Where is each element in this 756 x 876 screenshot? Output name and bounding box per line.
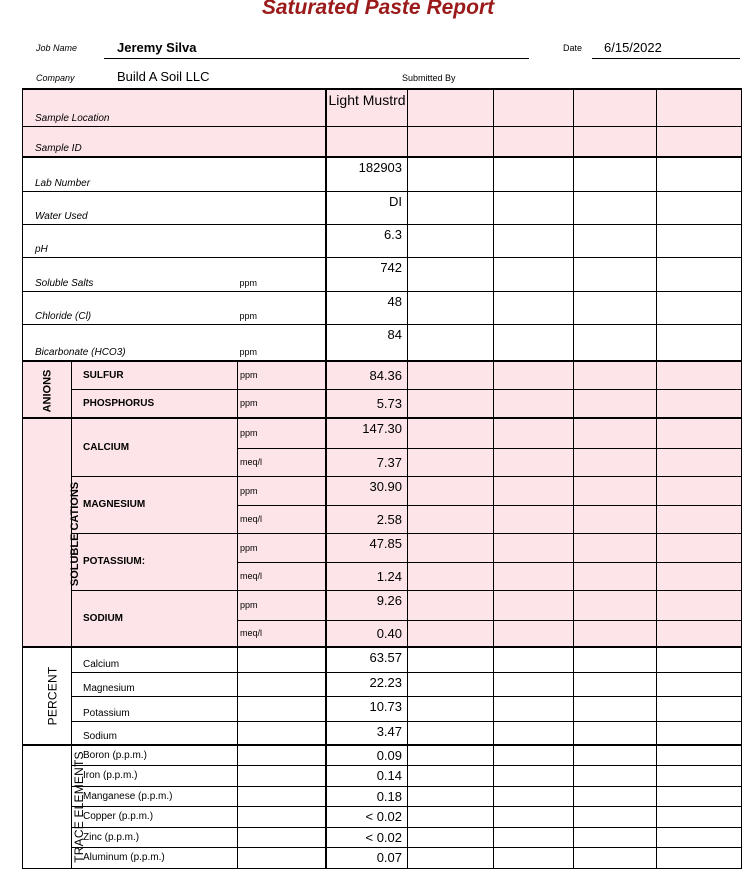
cations-section-label: SOLUBLE CATIONS — [23, 418, 72, 647]
report-title: Saturated Paste Report — [261, 0, 495, 19]
trace-iron-label: Iron (p.p.m.) — [72, 765, 238, 786]
trace-boron-value: 0.09 — [326, 745, 408, 765]
sulfur-value: 84.36 — [326, 361, 408, 389]
calcium-ppm-value: 147.30 — [326, 418, 408, 448]
company-value: Build A Soil LLC — [117, 69, 210, 84]
row-water-used — [23, 191, 742, 224]
date-underline — [592, 58, 740, 59]
sodium-label: SODIUM — [72, 590, 238, 647]
row-magnesium-ppm — [23, 476, 742, 505]
percent-sodium-value: 3.47 — [326, 721, 408, 745]
row-ph — [23, 224, 742, 257]
row-sample-id — [23, 126, 742, 157]
bicarbonate-label: Bicarbonate (HCO3) — [23, 324, 238, 361]
magnesium-label: MAGNESIUM — [72, 476, 238, 533]
row-soluble-salts — [23, 257, 742, 291]
anions-section-label: ANIONS — [23, 361, 72, 418]
lab-number-label: Lab Number — [23, 157, 326, 191]
trace-boron-label: Boron (p.p.m.) — [72, 745, 238, 765]
row-bicarbonate — [23, 324, 742, 361]
calcium-meq-value: 7.37 — [326, 448, 408, 476]
chloride-label: Chloride (Cl) — [23, 291, 238, 324]
chloride-value: 48 — [326, 291, 408, 324]
sulfur-label: SULFUR — [72, 361, 238, 389]
sample-location-value: Light Mustrd — [326, 89, 408, 126]
percent-calcium-value: 63.57 — [326, 647, 408, 672]
row-trace-iron — [23, 765, 742, 786]
company-label: Company — [36, 73, 75, 83]
trace-manganese-label: Manganese (p.p.m.) — [72, 786, 238, 806]
phosphorus-unit: ppm — [238, 389, 326, 418]
sodium-meq-unit: meq/l — [238, 620, 326, 647]
row-trace-boron — [23, 745, 742, 765]
job-name-value: Jeremy Silva — [117, 40, 197, 55]
row-chloride — [23, 291, 742, 324]
phosphorus-value: 5.73 — [326, 389, 408, 418]
trace-zinc-label: Zinc (p.p.m.) — [72, 827, 238, 847]
row-lab-number — [23, 157, 742, 191]
bicarbonate-unit: ppm — [238, 324, 326, 361]
percent-magnesium-value: 22.23 — [326, 672, 408, 696]
row-trace-aluminum — [23, 847, 742, 868]
job-name-label: Job Name — [36, 43, 78, 53]
magnesium-meq-unit: meq/l — [238, 505, 326, 533]
row-trace-zinc — [23, 827, 742, 847]
soluble-salts-unit: ppm — [238, 257, 326, 291]
trace-zinc-value: < 0.02 — [326, 827, 408, 847]
trace-aluminum-label: Aluminum (p.p.m.) — [72, 847, 238, 868]
row-percent-potassium — [23, 696, 742, 721]
percent-sodium-label: Sodium — [72, 721, 238, 745]
row-percent-sodium — [23, 721, 742, 745]
trace-manganese-value: 0.18 — [326, 786, 408, 806]
sample-location-label: Sample Location — [23, 89, 326, 126]
sample-id-label: Sample ID — [23, 126, 326, 157]
percent-potassium-value: 10.73 — [326, 696, 408, 721]
lab-number-value: 182903 — [326, 157, 408, 191]
water-used-label: Water Used — [23, 191, 326, 224]
phosphorus-label: PHOSPHORUS — [72, 389, 238, 418]
soluble-salts-label: Soluble Salts — [23, 257, 238, 291]
row-calcium-ppm — [23, 418, 742, 448]
potassium-label: POTASSIUM: — [72, 533, 238, 590]
trace-iron-value: 0.14 — [326, 765, 408, 786]
sulfur-unit: ppm — [238, 361, 326, 389]
date-label: Date — [563, 43, 583, 53]
percent-section-label: PERCENT — [23, 647, 72, 745]
submitted-by-label: Submitted By — [402, 73, 456, 83]
date-value: 6/15/2022 — [604, 40, 662, 55]
chloride-unit: ppm — [238, 291, 326, 324]
results-table — [22, 88, 742, 869]
sodium-ppm-unit: ppm — [238, 590, 326, 620]
calcium-meq-unit: meq/l — [238, 448, 326, 476]
potassium-meq-value: 1.24 — [326, 562, 408, 590]
trace-aluminum-value: 0.07 — [326, 847, 408, 868]
row-phosphorus — [23, 389, 742, 418]
potassium-ppm-value: 47.85 — [326, 533, 408, 562]
potassium-ppm-unit: ppm — [238, 533, 326, 562]
job-name-underline — [104, 58, 529, 59]
magnesium-meq-value: 2.58 — [326, 505, 408, 533]
row-trace-manganese — [23, 786, 742, 806]
percent-magnesium-label: Magnesium — [72, 672, 238, 696]
row-sodium-ppm — [23, 590, 742, 620]
trace-section-label: TRACE ELEMENTS — [23, 745, 72, 868]
sodium-meq-value: 0.40 — [326, 620, 408, 647]
magnesium-ppm-unit: ppm — [238, 476, 326, 505]
row-percent-magnesium — [23, 672, 742, 696]
percent-calcium-label: Calcium — [72, 647, 238, 672]
calcium-ppm-unit: ppm — [238, 418, 326, 448]
row-sulfur — [23, 361, 742, 389]
trace-copper-value: < 0.02 — [326, 806, 408, 827]
calcium-label: CALCIUM — [72, 418, 238, 476]
soluble-salts-value: 742 — [326, 257, 408, 291]
water-used-value: DI — [326, 191, 408, 224]
row-sample-location — [23, 89, 742, 126]
bicarbonate-value: 84 — [326, 324, 408, 361]
ph-value: 6.3 — [326, 224, 408, 257]
percent-potassium-label: Potassium — [72, 696, 238, 721]
row-trace-copper — [23, 806, 742, 827]
sodium-ppm-value: 9.26 — [326, 590, 408, 620]
magnesium-ppm-value: 30.90 — [326, 476, 408, 505]
ph-label: pH — [23, 224, 326, 257]
potassium-meq-unit: meq/l — [238, 562, 326, 590]
sample-id-value — [326, 126, 408, 157]
row-potassium-ppm — [23, 533, 742, 562]
row-percent-calcium — [23, 647, 742, 672]
trace-copper-label: Copper (p.p.m.) — [72, 806, 238, 827]
